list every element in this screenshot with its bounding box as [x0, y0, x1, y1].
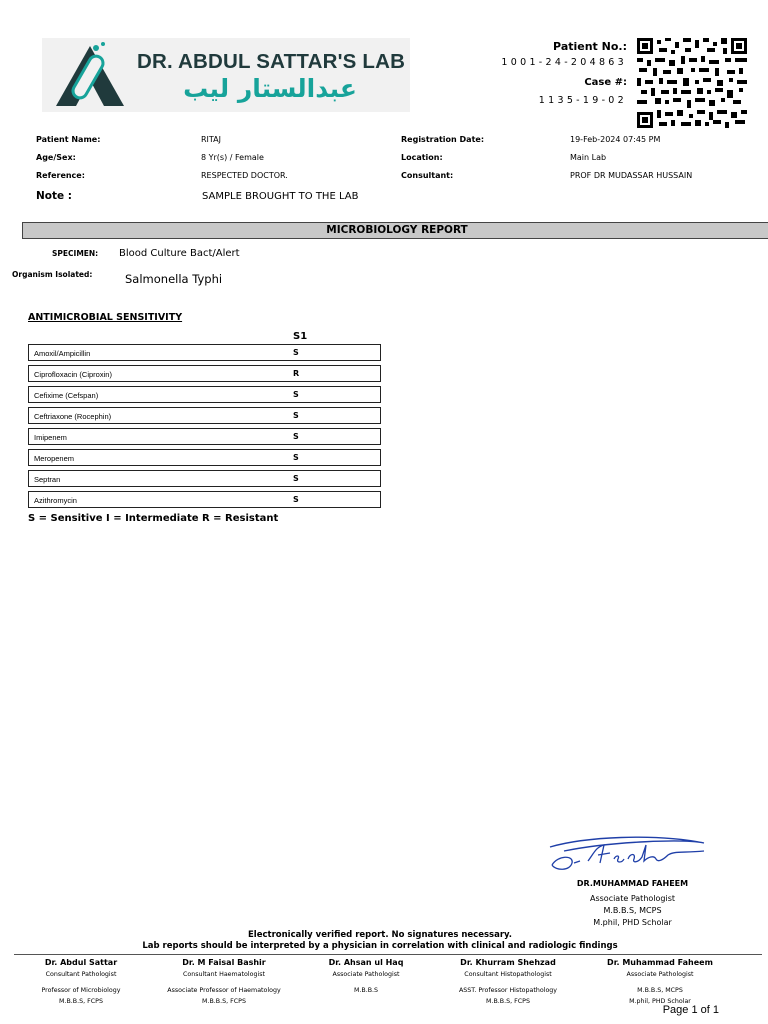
doctor-title: Consultant Histopathologist — [464, 971, 552, 978]
doctor-detail: Professor of Microbiology — [41, 987, 121, 994]
drug-result: S — [293, 453, 299, 462]
doctor-title: Associate Pathologist — [626, 971, 694, 978]
doctor-name: Dr. M Faisal Bashir — [182, 958, 266, 967]
note-value: SAMPLE BROUGHT TO THE LAB — [202, 191, 359, 202]
note-label: Note : — [36, 190, 72, 202]
location-value: Main Lab — [570, 153, 607, 162]
consultant-label: Consultant: — [401, 171, 454, 180]
signatory-name: DR.MUHAMMAD FAHEEM — [576, 879, 689, 888]
table-row — [28, 344, 381, 361]
doctor-degree: M.B.B.S, FCPS — [59, 998, 103, 1005]
drug-name: Imipenem — [34, 433, 67, 442]
doctor-title: Associate Pathologist — [332, 971, 400, 978]
patient-no-label: Patient No.: — [553, 40, 627, 53]
doctor-name: Dr. Khurram Shehzad — [460, 958, 556, 967]
table-row — [28, 365, 381, 382]
reference-value: RESPECTED DOCTOR. — [201, 171, 288, 180]
drug-name: Cefixime (Cefspan) — [34, 391, 99, 400]
organism-label: Organism Isolated: — [12, 270, 93, 279]
footer-doctor — [584, 958, 736, 1005]
age-sex-value: 8 Yr(s) / Female — [201, 153, 264, 162]
patient-name-value: RITAJ — [201, 135, 222, 144]
table-row — [28, 407, 381, 424]
footer-doctor — [148, 958, 300, 1005]
case-label: Case #: — [584, 77, 627, 88]
doctor-name: Dr. Ahsan ul Haq — [328, 958, 404, 967]
drug-name: Ceftriaxone (Rocephin) — [34, 412, 112, 421]
doctor-degree: M.B.B.S, FCPS — [486, 998, 530, 1005]
signature-image — [544, 833, 712, 877]
registration-date-label: Registration Date: — [401, 135, 485, 144]
drug-name: Septran — [34, 475, 61, 484]
drug-result: R — [293, 369, 300, 378]
signatory-title: Associate Pathologist — [589, 894, 676, 903]
drug-result: S — [293, 411, 299, 420]
doctor-name: Dr. Muhammad Faheem — [607, 958, 713, 967]
organism-value: Salmonella Typhi — [125, 272, 223, 286]
drug-result: S — [293, 474, 299, 483]
report-title: MICROBIOLOGY REPORT — [22, 222, 768, 239]
patient-no-value: 1001-24-204863 — [501, 57, 627, 68]
verification-note: Electronically verified report. No signatures necessary. — [247, 930, 513, 940]
drug-name: Azithromycin — [34, 496, 77, 505]
drug-result: S — [293, 348, 299, 357]
case-value: 1135-19-02 — [538, 95, 627, 106]
table-row — [28, 428, 381, 445]
drug-name: Meropenem — [34, 454, 75, 463]
lab-name-urdu: عبدالستار لیب — [183, 74, 357, 103]
page-number: Page 1 of 1 — [662, 1004, 719, 1016]
lab-logo-icon — [50, 40, 130, 112]
drug-result: S — [293, 432, 299, 441]
drug-name: Ciprofloxacin (Ciproxin) — [34, 370, 112, 379]
doctor-detail: M.B.B.S — [353, 987, 379, 994]
table-row — [28, 491, 381, 508]
consultant-value: PROF DR MUDASSAR HUSSAIN — [570, 171, 693, 180]
registration-date-value: 19-Feb-2024 07:45 PM — [570, 135, 661, 144]
table-row — [28, 386, 381, 403]
patient-name-label: Patient Name: — [36, 135, 101, 144]
doctor-name: Dr. Abdul Sattar — [44, 958, 118, 967]
sensitivity-title: ANTIMICROBIAL SENSITIVITY — [28, 312, 183, 323]
doctor-degree: M.B.B.S, FCPS — [202, 998, 246, 1005]
specimen-label: SPECIMEN: — [52, 249, 99, 258]
drug-result: S — [293, 390, 299, 399]
age-sex-label: Age/Sex: — [36, 153, 76, 162]
signatory-extra: M.phil, PHD Scholar — [593, 918, 672, 927]
doctor-title: Consultant Haematologist — [183, 971, 265, 978]
doctor-detail: M.B.B.S, MCPS — [637, 987, 683, 994]
reference-label: Reference: — [36, 171, 85, 180]
table-row — [28, 449, 381, 466]
table-row — [28, 470, 381, 487]
drug-name: Amoxil/Ampicillin — [34, 349, 91, 358]
interpretation-note: Lab reports should be interpreted by a physician in correlation with clinical and radiologic findings — [142, 941, 618, 951]
qr-code-icon — [637, 38, 747, 128]
footer-doctor — [5, 958, 157, 1005]
doctor-detail: ASST. Professor Histopathology — [458, 987, 558, 994]
signatory-degree: M.B.B.S, MCPS — [603, 906, 662, 915]
doctor-title: Consultant Pathologist — [45, 971, 117, 978]
footer-doctor — [432, 958, 584, 1005]
sensitivity-legend: S = Sensitive I = Intermediate R = Resistant — [28, 513, 279, 524]
drug-result: S — [293, 495, 299, 504]
footer-divider — [14, 954, 762, 955]
sensitivity-column-header: S1 — [293, 331, 308, 342]
specimen-value: Blood Culture Bact/Alert — [119, 248, 240, 259]
doctor-degree: M.phil, PHD Scholar — [629, 998, 691, 1005]
footer-doctor — [290, 958, 442, 998]
doctor-detail: Associate Professor of Haematology — [167, 987, 281, 994]
lab-name: DR. ABDUL SATTAR'S LAB — [137, 50, 406, 73]
location-label: Location: — [401, 153, 443, 162]
